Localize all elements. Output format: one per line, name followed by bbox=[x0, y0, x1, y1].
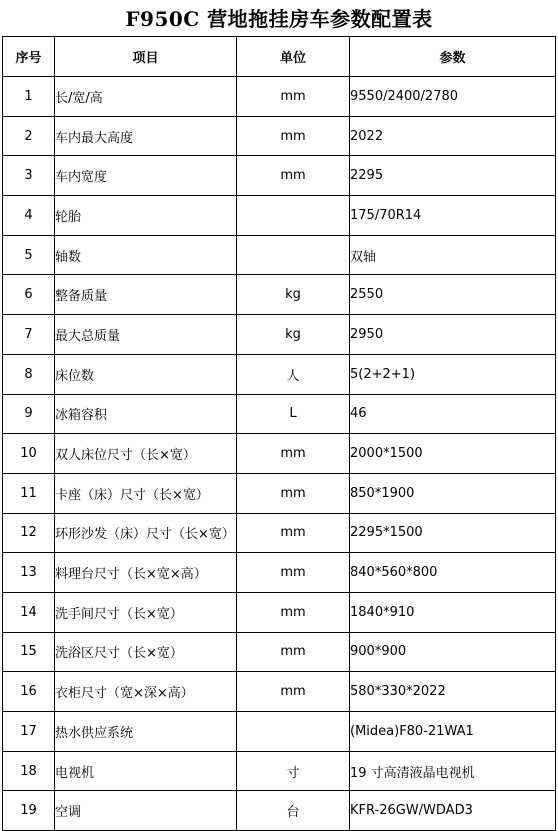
cell-unit: 寸 bbox=[237, 751, 350, 791]
cell-unit: mm bbox=[237, 672, 350, 712]
cell-item: 空调 bbox=[55, 791, 237, 831]
cell-value: 2022 bbox=[350, 116, 556, 156]
cell-item: 卡座（床）尺寸（长×宽） bbox=[55, 473, 237, 513]
cell-item: 双人床位尺寸（长×宽） bbox=[55, 434, 237, 474]
cell-no: 11 bbox=[3, 473, 55, 513]
cell-no: 16 bbox=[3, 672, 55, 712]
cell-unit: mm bbox=[237, 77, 350, 117]
cell-unit: kg bbox=[237, 315, 350, 355]
cell-no: 5 bbox=[3, 235, 55, 275]
cell-value: 840*560*800 bbox=[350, 553, 556, 593]
cell-item: 电视机 bbox=[55, 751, 237, 791]
table-row bbox=[3, 751, 556, 791]
cell-value: 双轴 bbox=[350, 235, 556, 275]
cell-item: 车内最大高度 bbox=[55, 116, 237, 156]
cell-item: 冰箱容积 bbox=[55, 394, 237, 434]
header-no: 序号 bbox=[3, 37, 55, 77]
cell-value: 175/70R14 bbox=[350, 196, 556, 236]
cell-unit: mm bbox=[237, 473, 350, 513]
cell-no: 12 bbox=[3, 513, 55, 553]
cell-no: 6 bbox=[3, 275, 55, 315]
table-row bbox=[3, 196, 556, 236]
cell-value: 850*1900 bbox=[350, 473, 556, 513]
table-row bbox=[3, 672, 556, 712]
cell-no: 7 bbox=[3, 315, 55, 355]
cell-value: 2295 bbox=[350, 156, 556, 196]
header-item: 项目 bbox=[55, 37, 237, 77]
cell-unit bbox=[237, 712, 350, 752]
cell-unit bbox=[237, 235, 350, 275]
table-row bbox=[3, 315, 556, 355]
table-row bbox=[3, 553, 556, 593]
cell-unit: mm bbox=[237, 116, 350, 156]
table-header-row bbox=[3, 37, 556, 77]
cell-no: 14 bbox=[3, 592, 55, 632]
table-row bbox=[3, 275, 556, 315]
cell-item: 衣柜尺寸（宽×深×高） bbox=[55, 672, 237, 712]
cell-value: 1840*910 bbox=[350, 592, 556, 632]
table-row bbox=[3, 791, 556, 831]
cell-no: 10 bbox=[3, 434, 55, 474]
table-row bbox=[3, 235, 556, 275]
table-row bbox=[3, 394, 556, 434]
cell-value: 580*330*2022 bbox=[350, 672, 556, 712]
cell-item: 洗手间尺寸（长×宽） bbox=[55, 592, 237, 632]
cell-value: KFR-26GW/WDAD3 bbox=[350, 791, 556, 831]
table-row bbox=[3, 116, 556, 156]
cell-value: 5(2+2+1) bbox=[350, 354, 556, 394]
cell-no: 1 bbox=[3, 77, 55, 117]
cell-value: 9550/2400/2780 bbox=[350, 77, 556, 117]
cell-item: 洗浴区尺寸（长×宽） bbox=[55, 632, 237, 672]
header-value: 参数 bbox=[350, 37, 556, 77]
cell-unit: 人 bbox=[237, 354, 350, 394]
cell-unit: 台 bbox=[237, 791, 350, 831]
table-row bbox=[3, 473, 556, 513]
cell-no: 19 bbox=[3, 791, 55, 831]
table-row bbox=[3, 513, 556, 553]
cell-unit: mm bbox=[237, 592, 350, 632]
cell-item: 整备质量 bbox=[55, 275, 237, 315]
cell-unit: mm bbox=[237, 553, 350, 593]
cell-no: 8 bbox=[3, 354, 55, 394]
cell-item: 料理台尺寸（长×宽×高） bbox=[55, 553, 237, 593]
cell-item: 最大总质量 bbox=[55, 315, 237, 355]
cell-unit: L bbox=[237, 394, 350, 434]
cell-value: 46 bbox=[350, 394, 556, 434]
cell-no: 18 bbox=[3, 751, 55, 791]
cell-value: 2295*1500 bbox=[350, 513, 556, 553]
cell-item: 轴数 bbox=[55, 235, 237, 275]
cell-unit: kg bbox=[237, 275, 350, 315]
cell-item: 长/宽/高 bbox=[55, 77, 237, 117]
cell-item: 环形沙发（床）尺寸（长×宽） bbox=[55, 513, 237, 553]
cell-no: 2 bbox=[3, 116, 55, 156]
cell-no: 4 bbox=[3, 196, 55, 236]
cell-value: 2950 bbox=[350, 315, 556, 355]
cell-unit: mm bbox=[237, 513, 350, 553]
cell-no: 3 bbox=[3, 156, 55, 196]
table-row bbox=[3, 712, 556, 752]
header-unit: 单位 bbox=[237, 37, 350, 77]
cell-value: 2000*1500 bbox=[350, 434, 556, 474]
cell-no: 17 bbox=[3, 712, 55, 752]
cell-unit: mm bbox=[237, 632, 350, 672]
cell-no: 13 bbox=[3, 553, 55, 593]
cell-item: 车内宽度 bbox=[55, 156, 237, 196]
cell-value: 2550 bbox=[350, 275, 556, 315]
cell-unit: mm bbox=[237, 434, 350, 474]
cell-item: 热水供应系统 bbox=[55, 712, 237, 752]
cell-item: 轮胎 bbox=[55, 196, 237, 236]
table-row bbox=[3, 77, 556, 117]
cell-no: 9 bbox=[3, 394, 55, 434]
table-row bbox=[3, 156, 556, 196]
page-title: F950C 营地拖挂房车参数配置表 bbox=[125, 7, 433, 31]
table-row bbox=[3, 434, 556, 474]
cell-value: 900*900 bbox=[350, 632, 556, 672]
cell-value: 19 寸高清液晶电视机 bbox=[350, 751, 556, 791]
cell-value: (Midea)F80-21WA1 bbox=[350, 712, 556, 752]
cell-no: 15 bbox=[3, 632, 55, 672]
table-row bbox=[3, 354, 556, 394]
table-row bbox=[3, 592, 556, 632]
spec-table bbox=[2, 36, 556, 831]
table-body bbox=[3, 77, 556, 831]
cell-unit bbox=[237, 196, 350, 236]
cell-unit: mm bbox=[237, 156, 350, 196]
cell-item: 床位数 bbox=[55, 354, 237, 394]
table-row bbox=[3, 632, 556, 672]
